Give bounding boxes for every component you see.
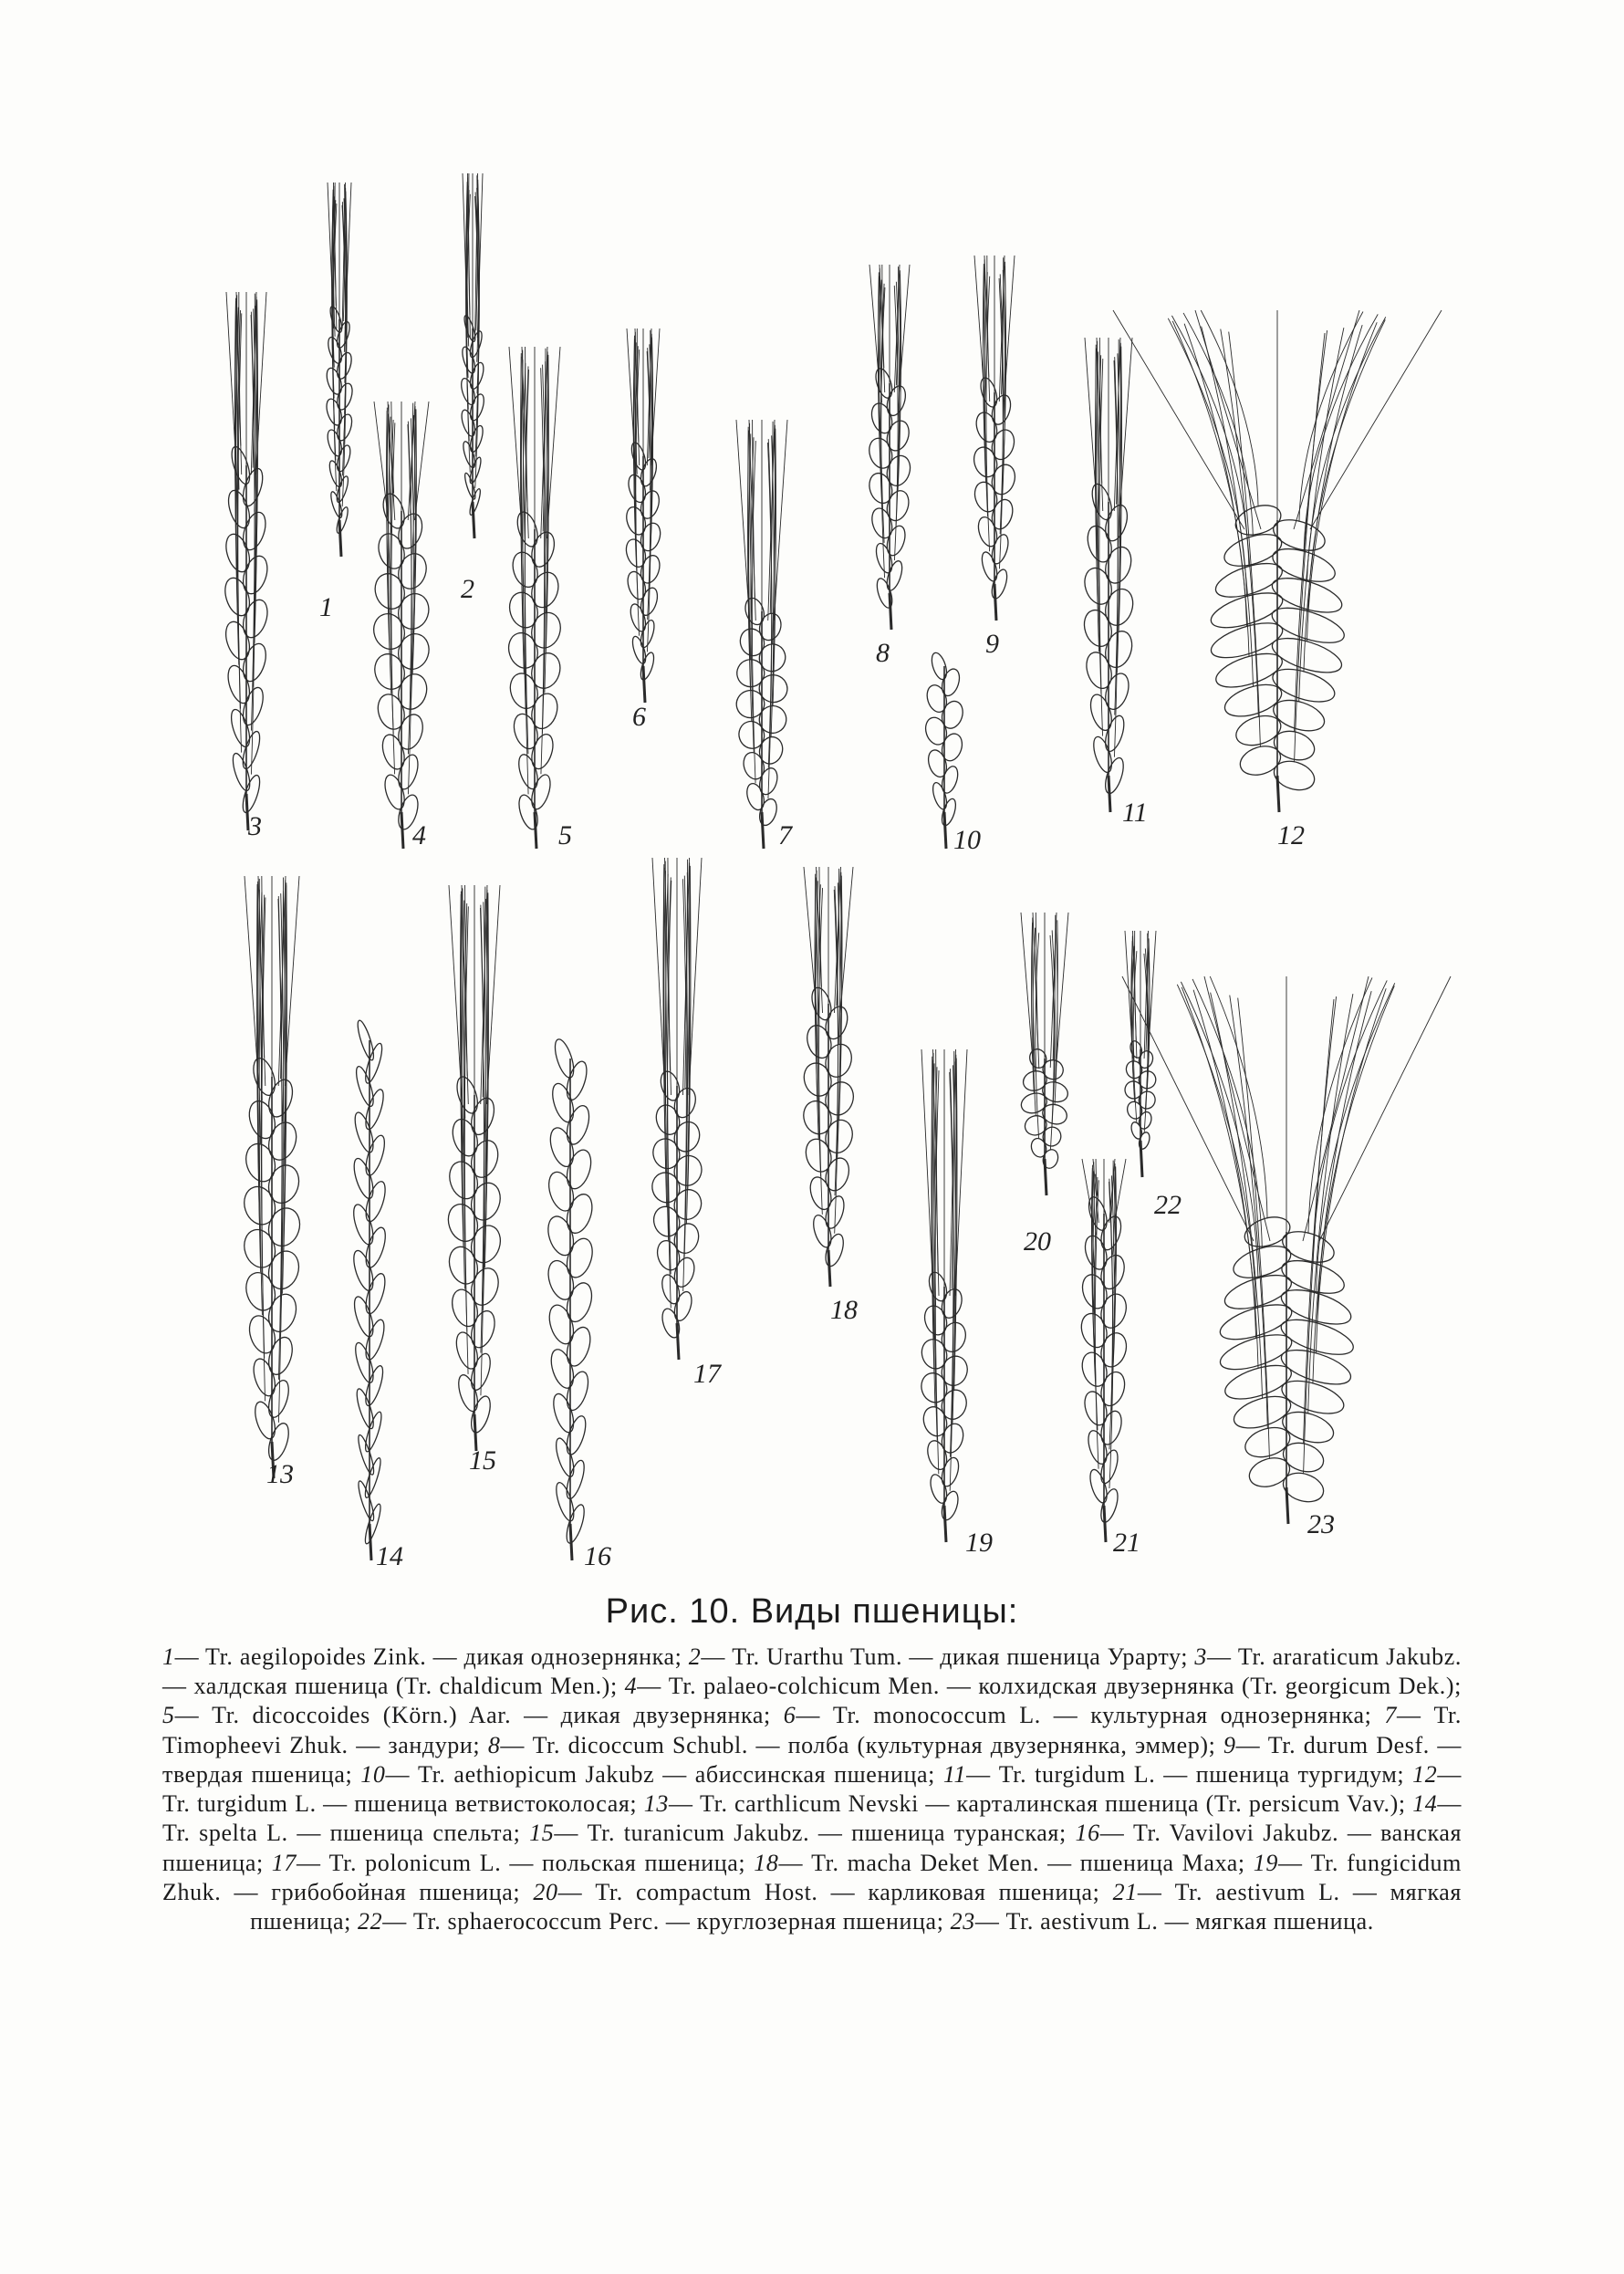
legend-entry-text: — Tr. fungicidum Zhuk. — грибобойная пшеница; <box>162 1849 1462 1905</box>
figure-caption-title: Рис. 10. Виды пшеницы: <box>605 1592 1019 1631</box>
spike-number-label: 7 <box>778 820 792 850</box>
legend-entry-text: — Tr. monococcum L. — культурная однозернянка; <box>796 1702 1372 1729</box>
spike-number-label: 9 <box>985 629 999 659</box>
legend-entry-number: 7 <box>1384 1702 1397 1729</box>
spike-number-label: 16 <box>584 1541 611 1571</box>
wheat-spike <box>733 420 790 849</box>
legend-entry-number: 9 <box>1223 1731 1236 1758</box>
legend-entry-text: — Tr. macha Deket Men. — пшеница Маха; <box>778 1849 1245 1876</box>
wheat-spike <box>1080 338 1138 812</box>
legend-entry <box>943 1761 1404 1788</box>
legend-entry-number: 13 <box>643 1790 669 1818</box>
legend-entry-text: — Tr. araraticum Jakubz. — халдская пшеница (Tr. chaldicum Men.); <box>162 1643 1462 1700</box>
legend-entry-number: 17 <box>271 1849 297 1876</box>
legend-entry-number: 22 <box>358 1908 383 1935</box>
legend-entry-number: 12 <box>1412 1760 1438 1788</box>
legend-entry-text: — Tr. aethiopicum Jakubz — абиссинская пшеница; <box>385 1760 935 1788</box>
wheat-spike <box>1019 913 1071 1195</box>
legend-entry-number: 8 <box>487 1731 501 1758</box>
spike-number-label: 2 <box>461 574 474 604</box>
legend-entry <box>529 1820 1067 1846</box>
spike-number-label: 20 <box>1024 1226 1051 1257</box>
legend-entry-number: 15 <box>529 1820 555 1847</box>
legend-entry <box>162 1702 771 1728</box>
spike-number-label: 19 <box>965 1528 993 1558</box>
legend-entry-number: 23 <box>950 1908 975 1935</box>
spike-number-label: 11 <box>1122 798 1148 828</box>
wheat-spikes-illustration <box>182 155 1460 1579</box>
spike-number-label: 13 <box>266 1459 294 1489</box>
legend-entry-text: — Tr. Urarthu Tum. — дикая пшеница Урарту; <box>701 1643 1189 1670</box>
legend-entry <box>689 1643 1188 1670</box>
wheat-spike <box>918 1049 972 1542</box>
legend-entry <box>625 1673 1462 1699</box>
wheat-spike <box>505 347 565 849</box>
legend-entry-text: — Tr. aestivum L. — мягкая пшеница; <box>250 1878 1462 1935</box>
spike-number-label: 5 <box>558 820 572 850</box>
wheat-spike <box>240 876 305 1478</box>
legend-entry <box>488 1732 1216 1758</box>
spike-number-label: 8 <box>876 638 890 668</box>
legend-entry-text: — Tr. Timopheevi Zhuk. — зандури; <box>162 1702 1462 1758</box>
legend-entry-number: 10 <box>360 1760 386 1788</box>
wheat-spike <box>971 256 1019 621</box>
wheat-spike <box>1122 976 1451 1524</box>
spike-number-label: 23 <box>1307 1509 1335 1539</box>
legend-entry <box>360 1761 935 1788</box>
wheat-spike <box>1123 931 1159 1177</box>
legend-entry-number: 3 <box>1194 1643 1207 1670</box>
spike-number-label: 22 <box>1154 1190 1182 1220</box>
wheat-spike <box>1113 310 1442 812</box>
legend-entry-number: 19 <box>1253 1849 1278 1876</box>
legend-entry-text: — Tr. turgidum L. — пшеница ветвистоколосая; <box>162 1760 1462 1818</box>
legend-entry-text: — Tr. palaeo-colchicum Men. — колхидская двузернянка (Tr. georgicum Dek.); <box>637 1673 1462 1700</box>
legend-entry-text: — Tr. dicoccoides (Körn.) Aar. — дикая двузернянка; <box>174 1702 771 1729</box>
legend-entry-text: — Tr. aegilopoides Zink. — дикая однозернянка; <box>174 1643 682 1670</box>
legend-entry-number: 20 <box>533 1878 558 1905</box>
legend-entry <box>162 1643 682 1670</box>
wheat-spike <box>649 858 706 1360</box>
legend-entry <box>358 1908 944 1935</box>
legend-entry-number: 1 <box>162 1643 175 1670</box>
spike-number-label: 15 <box>469 1445 496 1476</box>
spike-number-label: 4 <box>412 820 426 850</box>
wheat-spike <box>922 651 966 849</box>
legend-entry-text: — Tr. carthlicum Nevski — карталинская пшеница (Tr. persicum Vav.); <box>668 1790 1406 1818</box>
legend-entry-text: — Tr. durum Desf. — твердая пшеница; <box>162 1731 1462 1788</box>
wheat-spike <box>443 885 505 1451</box>
wheat-spike <box>623 329 664 703</box>
legend-entry-number: 5 <box>162 1702 175 1729</box>
wheat-spike <box>1077 1159 1130 1542</box>
legend-entry <box>644 1790 1406 1817</box>
legend-entry-number: 6 <box>783 1702 796 1729</box>
legend-entry-number: 14 <box>1412 1790 1438 1818</box>
legend-entry-text: — Tr. compactum Host. — карликовая пшеница; <box>557 1878 1100 1905</box>
wheat-spike <box>324 183 355 557</box>
legend-entry-text: — Tr. polonicum L. — польская пшеница; <box>297 1849 746 1876</box>
legend-entry <box>754 1850 1245 1876</box>
legend-entry-number: 4 <box>624 1673 638 1700</box>
legend-entry <box>784 1702 1372 1728</box>
spike-number-label: 6 <box>632 702 646 732</box>
legend-entry-number: 11 <box>942 1760 967 1788</box>
spike-number-label: 1 <box>319 592 333 622</box>
legend-entry-number: 21 <box>1112 1878 1138 1905</box>
spike-number-label: 14 <box>376 1541 403 1571</box>
legend-entry <box>951 1908 1374 1935</box>
legend-entry-text: — Tr. sphaerococcum Perc. — круглозерная пшеница; <box>382 1908 944 1935</box>
legend-entry-number: 18 <box>754 1849 779 1876</box>
wheat-spike <box>221 292 272 830</box>
spike-number-label: 21 <box>1113 1528 1140 1558</box>
spike-number-label: 17 <box>693 1359 721 1389</box>
legend-entry-text: — Tr. turanicum Jakubz. — пшеница туранская; <box>554 1820 1067 1847</box>
legend-entry-text: — Tr. aestivum L. — мягкая пшеница. <box>974 1908 1374 1935</box>
wheat-spike <box>866 265 914 630</box>
wheat-spike <box>544 1038 597 1560</box>
legend-entry-text: — Tr. spelta L. — пшеница спельта; <box>162 1790 1462 1847</box>
legend-entry-text: — Tr. Vavilovi Jakubz. — ванская пшеница; <box>162 1820 1463 1876</box>
wheat-spike <box>370 402 433 849</box>
spike-number-label: 3 <box>248 811 262 841</box>
legend-entry-text: — Tr. dicoccum Schubl. — полба (культурная двузернянка, эммер); <box>500 1731 1216 1758</box>
spike-number-label: 12 <box>1277 820 1305 850</box>
wheat-spike <box>459 173 487 538</box>
legend-entry <box>272 1850 745 1876</box>
legend-entry-number: 2 <box>688 1643 702 1670</box>
wheat-spike <box>349 1019 389 1560</box>
spike-number-label: 18 <box>830 1295 858 1325</box>
legend-entry <box>533 1879 1099 1905</box>
wheat-spike <box>799 867 858 1287</box>
legend-entry-number: 16 <box>1075 1820 1100 1847</box>
wheat-spikes-plate <box>182 155 1460 1579</box>
legend-entry-text: — Tr. turgidum L. — пшеница тургидум; <box>966 1760 1405 1788</box>
figure-legend <box>162 1643 1462 1936</box>
spike-number-label: 10 <box>953 825 981 855</box>
